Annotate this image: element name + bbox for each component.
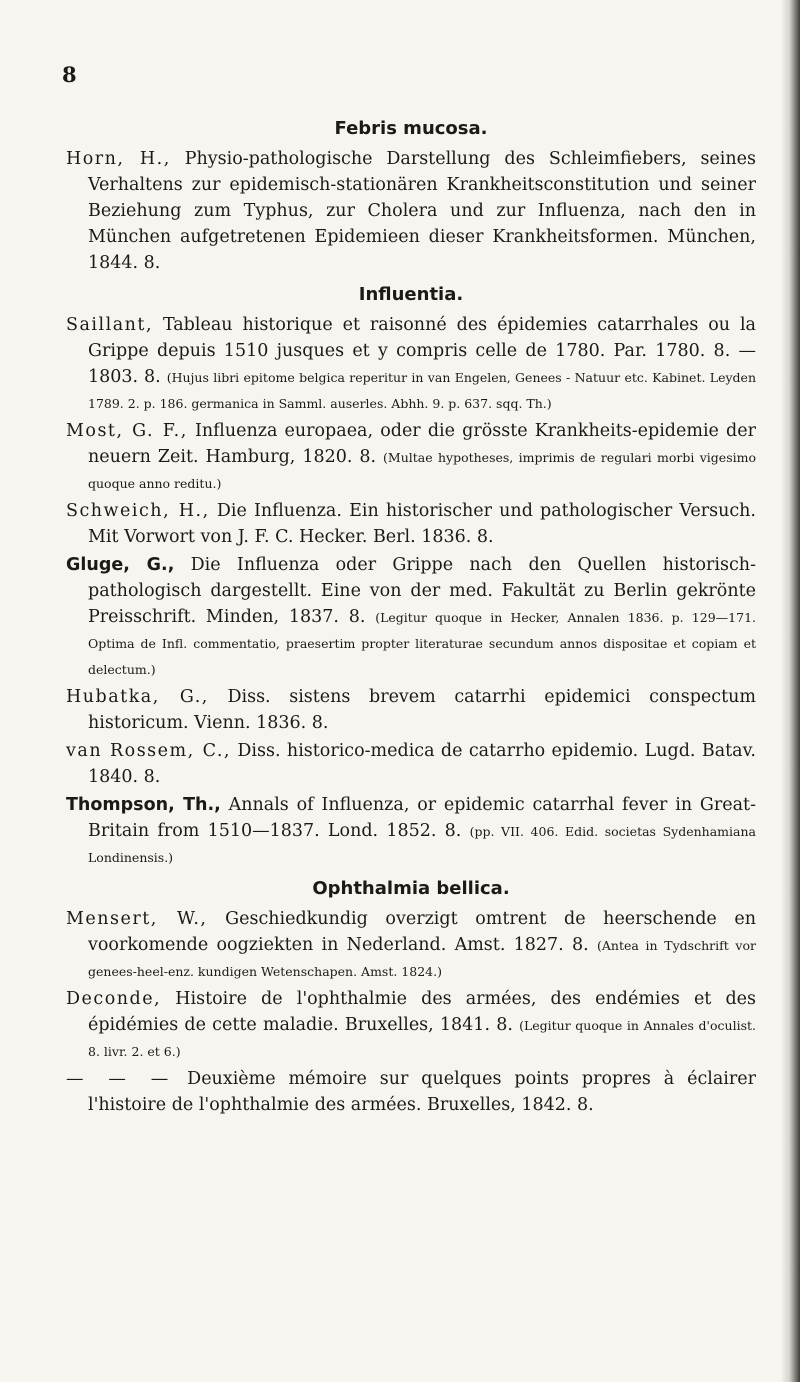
section-influentia	[66, 282, 756, 870]
entry-note: (Legitur quoque in Hecker, Annalen 1836. p. 129—171. Optima de Infl. commentatio, praesertim propter literaturae secundum annos dispositae et copiam et delectum.)	[88, 610, 757, 677]
entry-text: Influenza europaea, oder die grösste Krankheits-epidemie der neuern Zeit. Hamburg, 1820. 8.	[88, 421, 756, 467]
entry-note: (Hujus libri epitome belgica reperitur in van Engelen, Genees - Natuur etc. Kabinet. Leyden 1789. 2. p. 186. germanica in Samml. auserles. Abhh. 9. p. 637. sqq. Th.)	[88, 370, 756, 411]
entry-author: Schweich, H.,	[66, 501, 210, 521]
bib-entry	[66, 146, 756, 276]
entry-text: Tableau historique et raisonné des épidemies catarrhales ou la Grippe depuis 1510 jusques et y compris celle de 1780. Par. 1780. 8. — 1803. 8.	[88, 315, 756, 387]
entry-text: Physio-pathologische Darstellung des Schleimfiebers, seines Verhaltens zur epidemisch-stationären Krankheitsconstitution und seiner Beziehung zum Typhus, zur Cholera und zur Influenza, nach den in München aufgetretenen Epidemieen dieser Krankheitsformen. München, 1844. 8.	[88, 149, 756, 273]
bib-entry	[66, 312, 756, 416]
entry-author: Deconde,	[66, 989, 162, 1009]
section-heading: Febris mucosa.	[334, 118, 488, 139]
entry-text: Histoire de l'ophthalmie des armées, des endémies et des épidémies de cette maladie. Bruxelles, 1841. 8.	[88, 989, 756, 1035]
entry-text: Diss. sistens brevem catarrhi epidemici conspectum historicum. Vienn. 1836. 8.	[88, 687, 756, 733]
bib-entry	[66, 906, 756, 984]
entry-author: Mensert, W.,	[66, 909, 208, 929]
entry-note: (pp. VII. 406. Edid. societas Sydenhamiana Londinensis.)	[88, 824, 756, 865]
entry-author: Thompson, Th.,	[66, 795, 221, 815]
section-ophthalmia-bellica	[66, 876, 756, 1118]
entry-author: Horn, H.,	[66, 149, 171, 169]
page-edge-shadow	[782, 0, 800, 1382]
section-febris-mucosa	[66, 116, 756, 276]
bib-entry	[66, 986, 756, 1064]
bib-entry	[66, 418, 756, 496]
bib-entry	[66, 738, 756, 790]
entry-text: Geschiedkundig overzigt omtrent de heerschende en voorkomende oogziekten in Nederland. Amst. 1827. 8.	[88, 909, 756, 955]
entry-author: Hubatka, G.,	[66, 687, 209, 707]
entry-text: Deuxième mémoire sur quelques points propres à éclairer l'histoire de l'ophthalmie des armées. Bruxelles, 1842. 8.	[88, 1069, 756, 1115]
section-heading: Influentia.	[358, 284, 464, 305]
entry-text: Die Influenza. Ein historischer und pathologischer Versuch. Mit Vorwort von J. F. C. Hecker. Berl. 1836. 8.	[88, 501, 756, 547]
bib-entry	[66, 498, 756, 550]
entry-text: Diss. historico-medica de catarrho epidemio. Lugd. Batav. 1840. 8.	[88, 741, 756, 787]
bib-entry	[66, 1066, 756, 1118]
entry-author: Gluge, G.,	[66, 555, 175, 575]
entry-author: — — —	[66, 1069, 175, 1089]
section-heading: Ophthalmia bellica.	[312, 878, 510, 899]
entry-note: (Multae hypotheses, imprimis de regulari morbi vigesimo quoque anno reditu.)	[88, 450, 756, 491]
bib-entry	[66, 792, 756, 870]
entry-text: Annals of Influenza, or epidemic catarrhal fever in Great-Britain from 1510—1837. Lond. 1852. 8.	[88, 795, 756, 841]
bib-entry	[66, 552, 756, 682]
entry-note: (Antea in Tydschrift vor genees-heel-enz. kundigen Wetenschapen. Amst. 1824.)	[88, 938, 756, 979]
entry-note: (Legitur quoque in Annales d'oculist. 8. livr. 2. et 6.)	[88, 1018, 756, 1059]
entry-author: Most, G. F.,	[66, 421, 188, 441]
entry-author: Saillant,	[66, 315, 154, 335]
entry-text: Die Influenza oder Grippe nach den Quellen historisch-pathologisch dargestellt. Eine von der med. Fakultät zu Berlin gekrönte Preisschrift. Minden, 1837. 8.	[88, 555, 756, 627]
bibliography	[66, 110, 756, 1120]
page-number: 8	[62, 62, 77, 87]
entry-author: van Rossem, C.,	[66, 741, 231, 761]
bib-entry	[66, 684, 756, 736]
